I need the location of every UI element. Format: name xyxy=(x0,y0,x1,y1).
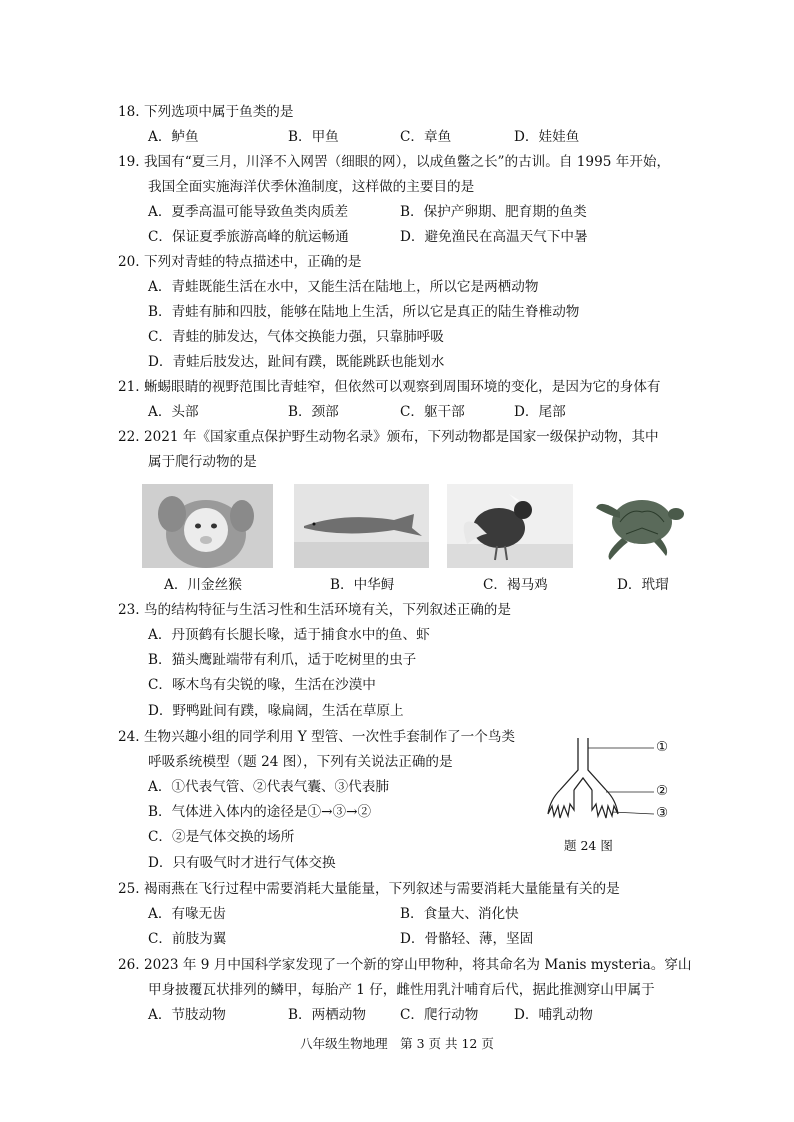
question-21-option-a: A．头部 xyxy=(148,404,199,420)
question-22-option-d: D．玳瑁 xyxy=(617,577,669,593)
question-23-stem: 23. 鸟的结构特征与生活习性和生活环境有关，下列叙述正确的是 xyxy=(118,602,511,618)
question-24-option-a: A．①代表气管、②代表气囊、③代表肺 xyxy=(148,779,389,795)
question-18-option-d: D．娃娃鱼 xyxy=(514,129,580,145)
figure-24-label-1: ① xyxy=(656,739,669,755)
question-26-option-a: A．节肢动物 xyxy=(148,1007,226,1023)
question-25-option-c: C．前肢为翼 xyxy=(148,931,227,947)
question-24-stem: 24. 生物兴趣小组的同学利用 Y 型管、一次性手套制作了一个鸟类 xyxy=(118,729,516,745)
question-25-option-a: A．有喙无齿 xyxy=(148,906,226,922)
golden-monkey-image xyxy=(142,484,273,568)
question-20-option-c: C．青蛙的肺发达，气体交换能力强，只靠肺呼吸 xyxy=(148,329,444,345)
question-18-option-b: B．甲鱼 xyxy=(288,129,339,145)
question-23-option-c: C．啄木鸟有尖锐的喙，生活在沙漠中 xyxy=(148,677,376,693)
question-22-stem-line2: 属于爬行动物的是 xyxy=(148,454,257,470)
question-26-stem-line2: 甲身披覆瓦状排列的鳞甲，每胎产 1 仔，雌性用乳汁哺育后代，据此推测穿山甲属于 xyxy=(148,982,655,998)
question-26-stem: 26. 2023 年 9 月中国科学家发现了一个新的穿山甲物种，将其命名为 Manis mysteria。穿山 xyxy=(118,957,692,973)
chinese-sturgeon-image xyxy=(294,484,429,568)
hawksbill-turtle-image xyxy=(590,484,686,568)
question-25-option-d: D．骨骼轻、薄，坚固 xyxy=(400,931,534,947)
question-23-option-b: B．猫头鹰趾端带有利爪，适于吃树里的虫子 xyxy=(148,652,417,668)
question-22-option-a: A．川金丝猴 xyxy=(164,577,242,593)
question-24-stem-line2: 呼吸系统模型（题 24 图），下列有关说法正确的是 xyxy=(148,754,453,770)
brown-eared-pheasant-image xyxy=(447,484,573,568)
question-19-option-c: C．保证夏季旅游高峰的航运畅通 xyxy=(148,229,349,245)
figure-24-caption: 题 24 图 xyxy=(564,838,613,853)
question-19-option-b: B．保护产卵期、肥育期的鱼类 xyxy=(400,204,587,220)
question-20-option-d: D．青蛙后肢发达，趾间有蹼，既能跳跃也能划水 xyxy=(148,354,445,370)
question-26-option-b: B．两栖动物 xyxy=(288,1007,366,1023)
figure-24-label-2: ② xyxy=(656,783,669,799)
question-22-option-b: B．中华鲟 xyxy=(330,577,395,593)
question-24-option-c: C．②是气体交换的场所 xyxy=(148,829,295,845)
question-19-option-d: D．避免渔民在高温天气下中暑 xyxy=(400,229,588,245)
question-21-stem: 21. 蜥蜴眼睛的视野范围比青蛙窄，但依然可以观察到周围环境的变化，是因为它的身体有 xyxy=(118,379,661,395)
question-18-option-c: C．章鱼 xyxy=(400,129,452,145)
question-21-option-c: C．躯干部 xyxy=(400,404,465,420)
question-19-stem-line2: 我国全面实施海洋伏季休渔制度，这样做的主要目的是 xyxy=(148,179,475,195)
question-20-option-b: B．青蛙有肺和四肢，能够在陆地上生活，所以它是真正的陆生脊椎动物 xyxy=(148,304,580,320)
question-26-option-c: C．爬行动物 xyxy=(400,1007,479,1023)
question-25-option-b: B．食量大、消化快 xyxy=(400,906,519,922)
question-20-stem: 20. 下列对青蛙的特点描述中，正确的是 xyxy=(118,254,362,270)
question-23-option-a: A．丹顶鹤有长腿长喙，适于捕食水中的鱼、虾 xyxy=(148,627,430,643)
question-25-stem: 25. 褐雨燕在飞行过程中需要消耗大量能量，下列叙述与需要消耗大量能量有关的是 xyxy=(118,881,620,897)
question-24-option-d: D．只有吸气时才进行气体交换 xyxy=(148,855,336,871)
question-24-option-b: B．气体进入体内的途径是①→③→② xyxy=(148,804,372,820)
question-21-option-b: B．颈部 xyxy=(288,404,339,420)
question-19-stem: 19. 我国有“夏三月，川泽不入网罟（细眼的网），以成鱼鳖之长”的古训。自 1995 年开始， xyxy=(118,154,671,170)
question-20-option-a: A．青蛙既能生活在水中，又能生活在陆地上，所以它是两栖动物 xyxy=(148,279,539,295)
figure-24-label-3: ③ xyxy=(656,805,669,821)
question-21-option-d: D．尾部 xyxy=(514,404,566,420)
question-22-option-c: C．褐马鸡 xyxy=(483,577,548,593)
page-footer: 八年级生物地理 第 3 页 共 12 页 xyxy=(300,1036,494,1051)
question-23-option-d: D．野鸭趾间有蹼，喙扁阔，生活在草原上 xyxy=(148,703,404,719)
question-18-stem: 18. 下列选项中属于鱼类的是 xyxy=(118,104,294,120)
question-26-option-d: D．哺乳动物 xyxy=(514,1007,593,1023)
question-22-stem: 22. 2021 年《国家重点保护野生动物名录》颁布，下列动物都是国家一级保护动物，其中 xyxy=(118,429,659,445)
question-18-option-a: A．鲈鱼 xyxy=(148,129,199,145)
question-19-option-a: A．夏季高温可能导致鱼类肉质差 xyxy=(148,204,349,220)
